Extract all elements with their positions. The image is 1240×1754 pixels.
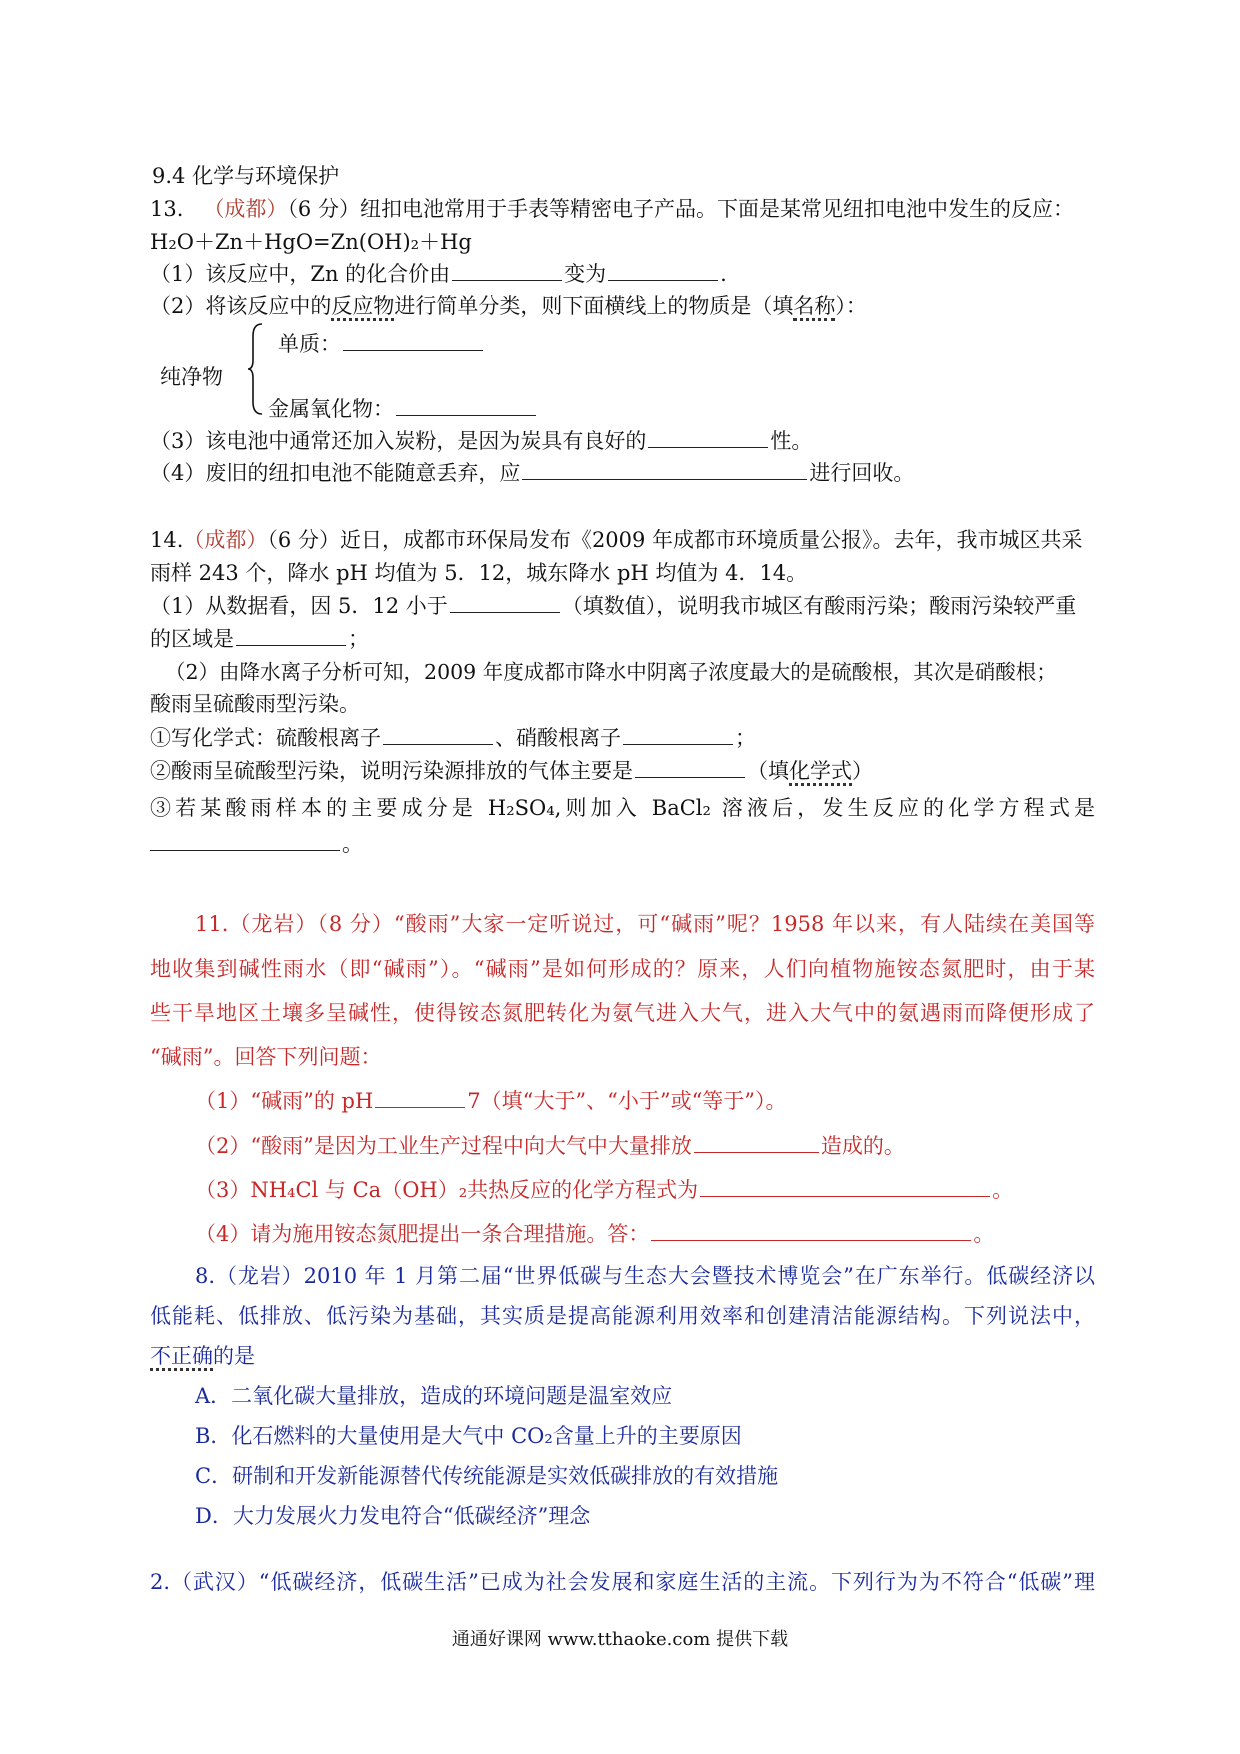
q13-p1-text: （1）该反应中，Zn 的化合价由 <box>150 262 451 286</box>
q14-s1-end: ； <box>735 726 756 750</box>
answer-blank[interactable] <box>700 1176 990 1197</box>
q11-p4-text: （4）请为施用铵态氮肥提出一条合理措施。答： <box>195 1222 650 1246</box>
q8-line2: 低能耗、低排放、低污染为基础，其实质是提高能源利用效率和创建清洁能源结构。下列说法中， <box>150 1304 1095 1328</box>
q11-part2 <box>195 1132 1140 1160</box>
q13-part4 <box>150 459 1095 487</box>
q14-sub1 <box>150 724 1095 752</box>
q14-number: 14. <box>150 528 184 552</box>
q13-part3 <box>150 427 1095 455</box>
q14-s3-end: 。 <box>342 832 363 856</box>
answer-blank[interactable] <box>343 330 483 351</box>
q14-part2-line2: 酸雨呈硫酸雨型污染。 <box>150 692 360 716</box>
emphasis-text: 不正确 <box>150 1344 213 1371</box>
q14-part1 <box>150 592 1095 620</box>
q13-p1-end: . <box>720 262 727 286</box>
q14-s1-text: ①写化学式：硫酸根离子 <box>150 726 381 750</box>
emphasis-text: 反应物 <box>331 294 394 321</box>
answer-blank[interactable] <box>522 459 807 480</box>
q14-s2-end: ） <box>852 759 873 783</box>
q11-p1-text: （1）“碱雨”的 pH <box>195 1089 374 1113</box>
q11-p2-text: （2）“酸雨”是因为工业生产过程中向大气中大量排放 <box>195 1134 692 1158</box>
q8-line3-end: 的是 <box>213 1344 255 1368</box>
q13-p3-end: 性。 <box>770 429 813 453</box>
q14-p1-end: ； <box>348 627 369 651</box>
q8-line3 <box>150 1342 1095 1370</box>
q11-p3-text: （3）NH₄Cl 与 Ca（OH）₂共热反应的化学方程式为 <box>195 1178 699 1202</box>
q11-line1: 11.（龙岩）（8 分）“酸雨”大家一定听说过，可“碱雨”呢？1958 年以来，有人陆续在美国等 <box>195 912 1095 936</box>
q14-s1-text2: 、硝酸根离子 <box>495 726 621 750</box>
answer-blank[interactable] <box>396 395 536 416</box>
answer-blank[interactable] <box>452 260 562 281</box>
q13-part2 <box>150 292 1095 320</box>
q8-option-c: C．研制和开发新能源替代传统能源是实效低碳排放的有效措施 <box>195 1464 779 1488</box>
q11-p1-text2: 7（填“大于”、“小于”或“等于”）。 <box>467 1089 787 1113</box>
q13-group-label: 纯净物 <box>160 365 223 389</box>
q8-option-b: B．化石燃料的大量使用是大气中 CO₂含量上升的主要原因 <box>195 1424 742 1448</box>
q14-sub2 <box>150 757 1095 785</box>
q11-line3: 些干旱地区土壤多呈碱性，使得铵态氮肥转化为氨气进入大气，进入大气中的氨遇雨而降便形成了 <box>150 1001 1095 1025</box>
emphasis-text: 化学式 <box>789 759 852 786</box>
answer-blank[interactable] <box>651 1220 971 1241</box>
q13-source: （成都） <box>203 197 288 221</box>
q13-p1-text2: 变为 <box>564 262 607 286</box>
q14-line1-text: （6 分）近日，成都市环保局发布《2009 年成都市环境质量公报》。去年，我市城区共采 <box>267 528 1083 552</box>
q14-sub3-answer <box>150 830 1095 858</box>
answer-blank[interactable] <box>236 625 346 646</box>
q11-p3-end: 。 <box>992 1178 1014 1202</box>
q13-p4-end: 进行回收。 <box>809 461 915 485</box>
q13-line1 <box>150 195 1095 223</box>
q13-p3-text: （3）该电池中通常还加入炭粉，是因为炭具有良好的 <box>150 429 647 453</box>
q13-number: 13. <box>150 197 184 221</box>
answer-blank[interactable] <box>150 830 340 851</box>
q14-part2-line1: （2）由降水离子分析可知，2009 年度成都市降水中阴离子浓度最大的是硫酸根，其次是硝酸根； <box>165 660 1057 684</box>
answer-blank[interactable] <box>375 1087 465 1108</box>
q14-source: （成都） <box>183 528 268 552</box>
q14-p1-text3: 的区域是 <box>150 627 234 651</box>
q13-item-elemental <box>278 330 1223 358</box>
q8-line1: 8.（龙岩）2010 年 1 月第二届“世界低碳与生态大会暨技术博览会”在广东举行。低碳经济以 <box>195 1264 1095 1288</box>
q13-item-metal-oxide <box>268 395 1213 423</box>
q13-p4-text: （4）废旧的纽扣电池不能随意丢弃，应 <box>150 461 521 485</box>
q13-score: （6 分） <box>287 197 360 221</box>
q13-equation: H₂O＋Zn＋HgO=Zn(OH)₂＋Hg <box>150 230 472 254</box>
page-footer: 通通好课网 www.tthaoke.com 提供下载 <box>451 1629 789 1650</box>
q11-p2-end: 造成的。 <box>820 1134 905 1158</box>
answer-blank[interactable] <box>635 757 745 778</box>
q14-p1-text2: （填数值），说明我市城区有酸雨污染；酸雨污染较严重 <box>561 594 1077 618</box>
q13-part1 <box>150 260 1095 288</box>
answer-blank[interactable] <box>694 1132 819 1153</box>
q14-part1-cont <box>150 625 1095 653</box>
q13-p2-text2: 进行简单分类，则下面横线上的物质是（填 <box>394 294 794 318</box>
q13-p2-text: （2）将该反应中的 <box>150 294 332 318</box>
section-title: 9.4 化学与环境保护 <box>152 164 340 188</box>
q8-option-d: D．大力发展火力发电符合“低碳经济”理念 <box>195 1504 591 1528</box>
q13-item1-label: 单质： <box>278 332 341 356</box>
curly-brace-icon <box>247 322 263 416</box>
q13-p2-end: ）： <box>835 294 867 318</box>
q11-part3 <box>195 1176 1140 1204</box>
q11-part4 <box>195 1220 1140 1248</box>
q14-s2-text: ②酸雨呈硫酸型污染，说明污染源排放的气体主要是 <box>150 759 633 783</box>
answer-blank[interactable] <box>608 260 718 281</box>
q14-sub3: ③若某酸雨样本的主要成分是 H₂SO₄,则加入 BaCl₂ 溶液后，发生反应的化学方程式是 <box>150 796 1095 820</box>
answer-blank[interactable] <box>383 724 493 745</box>
answer-blank[interactable] <box>450 592 560 613</box>
q13-item2-label: 金属氧化物： <box>268 397 394 421</box>
answer-blank[interactable] <box>648 427 768 448</box>
q11-line4: “碱雨”。回答下列问题： <box>150 1045 382 1069</box>
emphasis-text: 名称 <box>793 294 835 321</box>
q13-intro: 纽扣电池常用于手表等精密电子产品。下面是某常见纽扣电池中发生的反应： <box>359 197 1074 221</box>
q11-line2: 地收集到碱性雨水（即“碱雨”）。“碱雨”是如何形成的？原来，人们向植物施铵态氮肥时，由于某 <box>150 957 1095 981</box>
q11-part1 <box>195 1087 1140 1115</box>
answer-blank[interactable] <box>623 724 733 745</box>
q14-line2: 雨样 243 个，降水 pH 均值为 5．12，城东降水 pH 均值为 4．14。 <box>150 561 808 585</box>
q14-s2-text2: （填 <box>747 759 789 783</box>
q14-line1 <box>150 526 1095 554</box>
q2-line1: 2.（武汉）“低碳经济，低碳生活”已成为社会发展和家庭生活的主流。下列行为为不符合“低碳”理 <box>150 1570 1095 1594</box>
q8-option-a: A．二氧化碳大量排放，造成的环境问题是温室效应 <box>195 1384 673 1408</box>
q14-p1-text: （1）从数据看，因 5．12 小于 <box>150 594 448 618</box>
q11-p4-end: 。 <box>973 1222 995 1246</box>
